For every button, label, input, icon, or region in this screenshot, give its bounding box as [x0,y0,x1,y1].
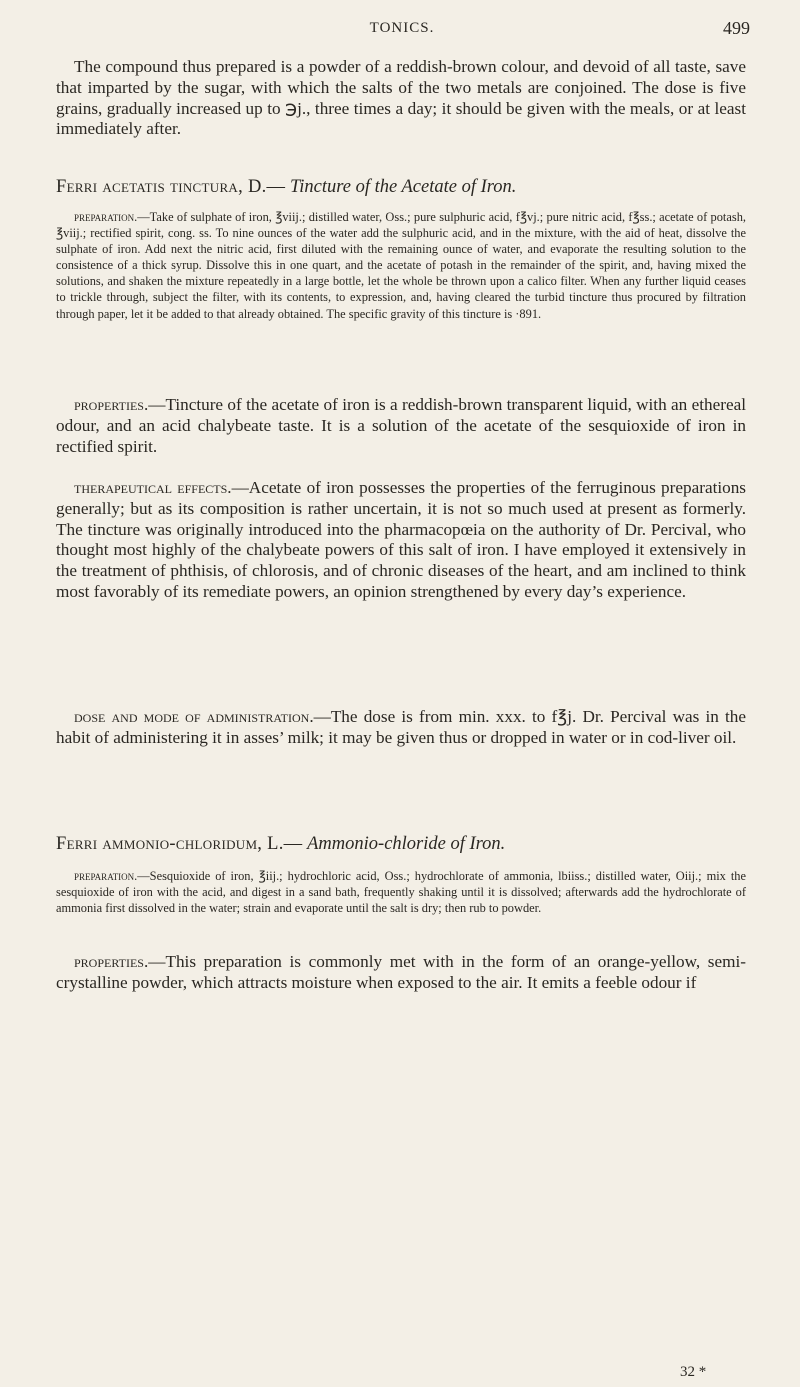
properties-acetate [56,395,746,457]
signature-mark: 32 * [680,1364,707,1380]
subsection-lead: dose and mode of administration. [74,707,314,726]
heading-translation: Ammonio-chloride of Iron. [307,834,506,854]
preparation-ammonio [56,868,746,916]
paragraph-text: —Sesquioxide of iron, ℥iij.; hydrochloric acid, Oss.; hydrochlorate of ammonia, lbiiss.; distilled water, Oiij.; mix the sesquioxide of iron with the acid, and digest in a sand bath, frequently shaking until it is dissolved; afterwards add the hydrochlorate of ammonia first dissolved in the water; strain and evaporate until the salt is dry; then rub to powder. [56,869,746,916]
section-heading-ferri-acetatis [56,176,746,198]
paragraph-text: —Tincture of the acetate of iron is a reddish-brown transparent liquid, with an ethereal odour, and an acid chalybeate taste. It is a solution of the acetate of the sesquioxide of iron in rectified spirit. [56,395,746,456]
running-title: TONICS. [369,20,435,36]
heading-name: Ferri ammonio-chloridum, L.— [56,834,303,854]
subsection-lead: properties. [74,952,149,971]
dose-acetate [56,707,746,749]
paragraph-text: The compound thus prepared is a powder of a reddish-brown colour, and devoid of all taste, save that imparted by the sugar, with which the salts of the two metals are conjoined. The dose is five grains, gradually increased up to ℈j., three times a day; it should be given with the meals, or at least immediately after. [56,57,746,139]
section-heading-ferri-ammonio [56,833,746,855]
preparation-acetate [56,209,746,322]
paragraph-compound [56,57,746,140]
subsection-lead: properties. [74,395,149,414]
subsection-lead: preparation. [74,869,138,883]
therapeutical-effects-acetate [56,478,746,603]
subsection-lead: preparation. [74,210,138,224]
subsection-lead: therapeutical effects. [74,478,232,497]
paragraph-text: —Take of sulphate of iron, ℥viij.; distilled water, Oss.; pure sulphuric acid, f℥vj.; pure nitric acid, f℥ss.; acetate of potash, ℥viij.; rectified spirit, cong. ss. To nine ounces of the water add the sulphuric acid, and in the mixture, with the aid of heat, dissolve the sulphate of iron. Add next the nitric acid, first diluted with the remaining ounce of water, and evaporate the resulting solution to the consistence of a thick syrup. Dissolve this in one quart, and the acetate of potash in the remainder of the spirit, and, having mixed the solutions, and shaken the mixture repeatedly in a large bottle, let the whole be thrown upon a calico filter. When any further liquid ceases to trickle through, subject the filter, with its contents, to expression, and, having cleared the turbid tincture thus procured by filtration through paper, let it be added to that already obtained. The specific gravity of this tincture is ·891. [56,210,746,321]
paragraph-text: —Acetate of iron possesses the properties of the ferruginous preparations generally; but as its composition is rather uncertain, it is not so much used at present as formerly. The tincture was originally introduced into the pharmacopœia on the authority of Dr. Percival, who thought most highly of the chalybeate powers of this salt of iron. I have employed it extensively in the treatment of phthisis, of chlorosis, and of chronic diseases of the heart, and am inclined to think most favorably of its remediate powers, an opinion strengthened by every day’s experience. [56,478,746,601]
running-head [54,16,750,38]
page-number: 499 [723,18,750,38]
paragraph-text: —The dose is from min. xxx. to f℥j. Dr. Percival was in the habit of administering it in asses’ milk; it may be given thus or dropped in water or in cod-liver oil. [56,707,746,747]
heading-name: Ferri acetatis tinctura, D.— [56,177,286,197]
paragraph-text: —This preparation is commonly met with in the form of an orange-yellow, semi-crystalline powder, which attracts moisture when exposed to the air. It emits a feeble odour if [56,952,746,992]
properties-ammonio [56,952,746,994]
heading-translation: Tincture of the Acetate of Iron. [289,177,517,197]
